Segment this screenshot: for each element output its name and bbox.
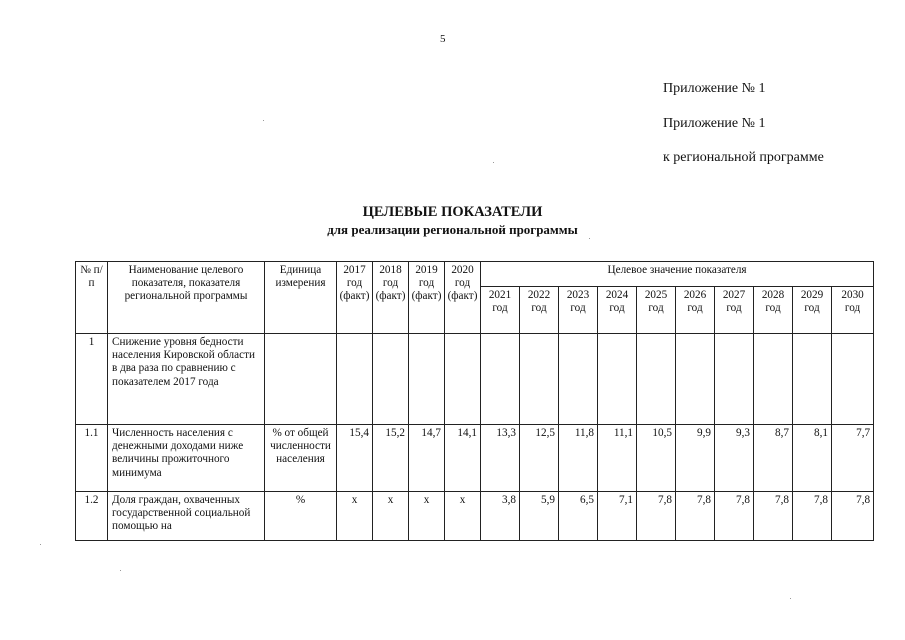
row-target-2030: 7,7: [832, 425, 874, 492]
scan-speck: [263, 120, 264, 121]
row-target-2027: [715, 334, 754, 425]
document-subtitle: для реализации региональной программы: [327, 222, 578, 237]
row-target-2024: 11,1: [598, 425, 637, 492]
row-target-2025: [637, 334, 676, 425]
header-target-2021: 2021 год: [481, 287, 520, 334]
row-fact-2017: х: [337, 492, 373, 541]
header-fact-2020: 2020 год (факт): [445, 262, 481, 334]
row-target-2023: 11,8: [559, 425, 598, 492]
row-target-2023: 6,5: [559, 492, 598, 541]
row-target-2029: 8,1: [793, 425, 832, 492]
appendix-line-3: к региональной программе: [663, 150, 824, 165]
row-target-2025: 10,5: [637, 425, 676, 492]
indicators-table: [75, 261, 874, 541]
row-fact-2020: 14,1: [445, 425, 481, 492]
appendix-line-1: Приложение № 1: [663, 81, 766, 96]
row-target-2029: 7,8: [793, 492, 832, 541]
row-target-2026: 9,9: [676, 425, 715, 492]
row-target-2022: [520, 334, 559, 425]
row-num: 1.1: [76, 425, 108, 492]
row-name: Доля граждан, охваченных государственной социальной помощью на: [108, 492, 265, 541]
header-fact-2017: 2017 год (факт): [337, 262, 373, 334]
header-target-2027: 2027 год: [715, 287, 754, 334]
row-fact-2020: [445, 334, 481, 425]
row-num: 1: [76, 334, 108, 425]
header-target-2023: 2023 год: [559, 287, 598, 334]
row-fact-2017: 15,4: [337, 425, 373, 492]
header-unit: Единица измерения: [265, 262, 337, 334]
row-target-2027: 9,3: [715, 425, 754, 492]
row-fact-2018: [373, 334, 409, 425]
row-target-2028: 7,8: [754, 492, 793, 541]
row-target-2024: 7,1: [598, 492, 637, 541]
table-row: [76, 492, 874, 541]
appendix-line-2: Приложение № 1: [663, 116, 766, 131]
row-target-2023: [559, 334, 598, 425]
row-target-2025: 7,8: [637, 492, 676, 541]
row-target-2021: 13,3: [481, 425, 520, 492]
row-fact-2019: 14,7: [409, 425, 445, 492]
header-target-2030: 2030 год: [832, 287, 874, 334]
row-target-2024: [598, 334, 637, 425]
header-num: № п/п: [76, 262, 108, 334]
row-target-2030: [832, 334, 874, 425]
scan-speck: [120, 570, 121, 571]
row-target-2021: [481, 334, 520, 425]
table-row: [76, 334, 874, 425]
table-row: [76, 425, 874, 492]
row-target-2022: 5,9: [520, 492, 559, 541]
row-fact-2018: 15,2: [373, 425, 409, 492]
document-title: ЦЕЛЕВЫЕ ПОКАЗАТЕЛИ: [362, 204, 543, 220]
row-name: Численность населения с денежными доходами ниже величины прожиточного минимума: [108, 425, 265, 492]
scan-speck: [493, 162, 494, 163]
row-target-2026: 7,8: [676, 492, 715, 541]
page-number: 5: [440, 33, 446, 45]
row-unit: %: [265, 492, 337, 541]
row-target-2026: [676, 334, 715, 425]
header-target-2029: 2029 год: [793, 287, 832, 334]
header-target-group: Целевое значение показателя: [481, 262, 874, 287]
header-target-2025: 2025 год: [637, 287, 676, 334]
header-name: Наименование целевого показателя, показателя региональной программы: [108, 262, 265, 334]
row-fact-2017: [337, 334, 373, 425]
row-target-2030: 7,8: [832, 492, 874, 541]
header-target-2022: 2022 год: [520, 287, 559, 334]
row-target-2022: 12,5: [520, 425, 559, 492]
row-fact-2018: х: [373, 492, 409, 541]
header-fact-2018: 2018 год (факт): [373, 262, 409, 334]
row-name: Снижение уровня бедности населения Кировской области в два раза по сравнению с показателем 2017 года: [108, 334, 265, 425]
row-target-2029: [793, 334, 832, 425]
row-unit: [265, 334, 337, 425]
header-target-2024: 2024 год: [598, 287, 637, 334]
header-target-2026: 2026 год: [676, 287, 715, 334]
row-target-2027: 7,8: [715, 492, 754, 541]
scan-speck: [790, 598, 791, 599]
row-target-2021: 3,8: [481, 492, 520, 541]
scan-speck: [589, 238, 590, 239]
row-target-2028: 8,7: [754, 425, 793, 492]
scan-speck: [40, 544, 41, 545]
header-target-2028: 2028 год: [754, 287, 793, 334]
header-fact-2019: 2019 год (факт): [409, 262, 445, 334]
row-target-2028: [754, 334, 793, 425]
row-fact-2019: [409, 334, 445, 425]
row-num: 1.2: [76, 492, 108, 541]
row-fact-2019: х: [409, 492, 445, 541]
row-unit: % от общей численности населения: [265, 425, 337, 492]
row-fact-2020: х: [445, 492, 481, 541]
